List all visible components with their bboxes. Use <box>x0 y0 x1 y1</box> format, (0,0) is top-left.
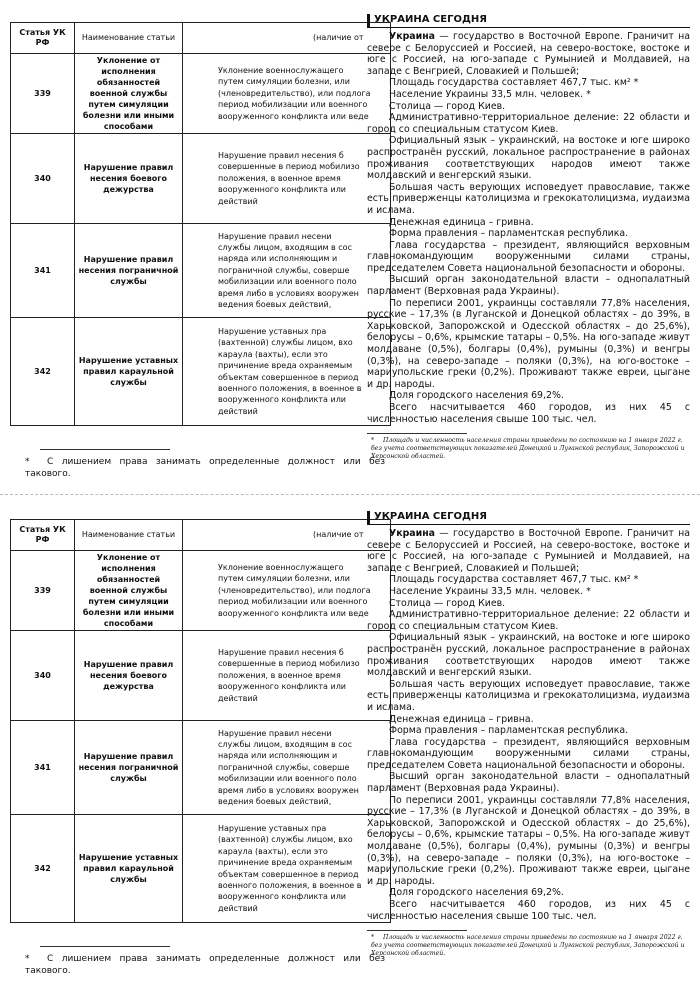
table-header-row <box>11 520 391 551</box>
article-paragraph: Украина — государство в Восточной Европе. Граничит на севере с Белоруссией и Россией, на северо-востоке, востоке и юге с Россией, на юго-западе с Румынией и Молдавией, на западе с Венгрией, Словакией и Польшей; <box>367 528 690 574</box>
article-paragraph: Всего насчитывается 460 городов, из них 45 с численностью населения свыше 100 тыс. чел. <box>367 402 690 425</box>
article-description: Нарушение правил несени службы лицом, входящим в сос наряда или исполняющим и пограничной службы, соверше мобилизации или военного поло время либо в условиях вооружен ведения боевых действий, <box>183 224 391 318</box>
article-number: 341 <box>11 721 75 815</box>
table-footnote <box>25 954 385 977</box>
article-paragraph: Большая часть верующих исповедует православие, также есть приверженцы католицизма и грекокатолицизма, иудаизма и ислама. <box>367 181 690 216</box>
article-footnote: * Площадь и численность населения страны приведены по состоянию на 1 января 2022 г. без учета соответствующих показателей Донецкой и Луганской республик, Запорожской и Херсонской областей. <box>371 437 685 461</box>
header-article: Статья УК РФ <box>11 520 75 551</box>
article-paragraph: Административно-территориальное деление: 22 области и город со специальным статусом Киев. <box>367 112 690 135</box>
article-number: 340 <box>11 134 75 224</box>
article-name: Нарушение правил несения боевого дежурства <box>75 631 183 721</box>
article-paragraph: Доля городского населения 69,2%. <box>389 390 564 402</box>
table-row <box>11 224 391 318</box>
article-paragraph: По переписи 2001, украинцы составляли 77,8% населения, русские – 17,3% (в Луганской и Донецкой областях – до 39%, в Харьковской, Запорожской и Одесской областях – до 25,6%), белорусы – 0,6%, крымские татары – 0,5%. На юго-западе живут молдаване (0,5%), болгары (0,4%), румыны (0,3%) и венгры (0,3%), на северо-западе – поляки (0,3%), на юго-востоке – мариупольские греки (0,2%). Проживают также евреи, цыгане и др. народы. <box>367 794 690 887</box>
article-paragraph: Высший орган законодательной власти – однопалатный парламент (Верховная рада Украины). <box>367 771 690 795</box>
article-name: Нарушение уставных правил караульной службы <box>75 318 183 426</box>
article-paragraph: Глава государства – президент, являющийся верховным главнокомандующим вооруженными силами страны, председателем Совета национальной безопасности и обороны. <box>367 239 690 274</box>
article-paragraph: Площадь государства составляет 467,7 тыс. км² * <box>389 574 639 586</box>
article-paragraph: Административно-территориальное деление: 22 области и город со специальным статусом Киев. <box>367 609 690 632</box>
table-row <box>11 815 391 923</box>
article-paragraph: Форма правления – парламентская республика. <box>389 228 629 240</box>
header-name: Наименование статьи <box>75 23 183 54</box>
article-number: 339 <box>11 54 75 134</box>
criminal-code-table <box>10 22 391 426</box>
header-description: (наличие от <box>183 23 391 54</box>
article-description: Уклонение военнослужащего путем симуляции болезни, или (членовредительство), или подлога период мобилизации или военного вооруженного конфликта или веде <box>183 54 391 134</box>
article-paragraph: Денежная единица – гривна. <box>389 216 534 228</box>
article-panel <box>367 511 690 958</box>
article-panel <box>367 14 690 461</box>
article-paragraph: Официальный язык – украинский, на востоке и юге широко распространён русский, локальное распространение в районах проживания соответствующих народов имеют также молдавский и венгерский языки. <box>367 632 690 679</box>
table-row <box>11 551 391 631</box>
article-heading: УКРАИНА СЕГОДНЯ <box>367 14 690 28</box>
article-number: 342 <box>11 815 75 923</box>
article-paragraph: Население Украины 33,5 млн. человек. * <box>389 88 591 100</box>
article-description: Нарушение уставных пра (вахтенной) службы лицом, вхо караула (вахты), если это причинение вреда охраняемым объектам совершенное в период военного положения, в военное в вооруженного конфликта или действий <box>183 815 391 923</box>
article-number: 339 <box>11 551 75 631</box>
article-description: Нарушение правил несения б совершенные в период мобилизо положения, в военное время вооруженного конфликта или действий <box>183 631 391 721</box>
table-row <box>11 631 391 721</box>
article-paragraph: Высший орган законодательной власти – однопалатный парламент (Верховная рада Украины). <box>367 274 690 298</box>
table-row <box>11 134 391 224</box>
footnote-marker: * <box>25 457 30 467</box>
article-paragraph: Глава государства – президент, являющийся верховным главнокомандующим вооруженными силами страны, председателем Совета национальной безопасности и обороны. <box>367 736 690 771</box>
criminal-code-table <box>10 519 391 923</box>
articles-table-panel <box>0 0 385 492</box>
article-name: Нарушение правил несения пограничной службы <box>75 721 183 815</box>
article-paragraph: По переписи 2001, украинцы составляли 77,8% населения, русские – 17,3% (в Луганской и Донецкой областях – до 39%, в Харьковской, Запорожской и Одесской областях – до 25,6%), белорусы – 0,6%, крымские татары – 0,5%. На юго-западе живут молдаване (0,5%), болгары (0,4%), румыны (0,3%) и венгры (0,3%), на северо-западе – поляки (0,3%), на юго-востоке – мариупольские греки (0,2%). Проживают также евреи, цыгане и др. народы. <box>367 297 690 390</box>
footnote-text: С лишением права занимать определенные должност или без такового. <box>25 457 385 479</box>
article-name: Уклонение от исполнения обязанностей военной службы путем симуляции болезни или иными способами <box>75 551 183 631</box>
cut-line <box>0 494 700 495</box>
article-heading: УКРАИНА СЕГОДНЯ <box>367 511 690 525</box>
article-paragraph: Население Украины 33,5 млн. человек. * <box>389 585 591 597</box>
article-footnote: * Площадь и численность населения страны приведены по состоянию на 1 января 2022 г. без учета соответствующих показателей Донецкой и Луганской республик, Запорожской и Херсонской областей. <box>371 934 685 958</box>
header-name: Наименование статьи <box>75 520 183 551</box>
article-name: Нарушение уставных правил караульной службы <box>75 815 183 923</box>
footnote-marker: * <box>25 954 30 964</box>
table-row <box>11 54 391 134</box>
article-paragraph: Форма правления – парламентская республика. <box>389 725 629 737</box>
article-paragraph: Столица — город Киев. <box>389 100 506 112</box>
article-paragraph: Площадь государства составляет 467,7 тыс. км² * <box>389 77 639 89</box>
article-description: Нарушение правил несения б совершенные в период мобилизо положения, в военное время вооруженного конфликта или действий <box>183 134 391 224</box>
article-paragraph: Доля городского населения 69,2%. <box>389 887 564 899</box>
article-description: Нарушение уставных пра (вахтенной) службы лицом, вхо караула (вахты), если это причинение вреда охраняемым объектам совершенное в период военного положения, в военное в вооруженного конфликта или действий <box>183 318 391 426</box>
footnote-rule <box>40 946 170 947</box>
article-paragraph: Официальный язык – украинский, на востоке и юге широко распространён русский, локальное распространение в районах проживания соответствующих народов имеют также молдавский и венгерский языки. <box>367 135 690 182</box>
header-description: (наличие от <box>183 520 391 551</box>
table-footnote <box>25 457 385 480</box>
article-description: Нарушение правил несени службы лицом, входящим в сос наряда или исполняющим и пограничной службы, соверше мобилизации или военного поло время либо в условиях вооружен ведения боевых действий, <box>183 721 391 815</box>
article-footnote-rule <box>367 433 467 434</box>
article-footnote-rule <box>367 930 467 931</box>
page-copy-bottom <box>0 497 700 989</box>
article-number: 340 <box>11 631 75 721</box>
footnote-text: С лишением права занимать определенные должност или без такового. <box>25 954 385 976</box>
footnote-rule <box>40 449 170 450</box>
article-paragraph: Украина — государство в Восточной Европе. Граничит на севере с Белоруссией и Россией, на северо-востоке, востоке и юге с Россией, на юго-западе с Румынией и Молдавией, на западе с Венгрией, Словакией и Польшей; <box>367 31 690 77</box>
article-name: Нарушение правил несения пограничной службы <box>75 224 183 318</box>
article-paragraph: Денежная единица – гривна. <box>389 713 534 725</box>
table-row <box>11 318 391 426</box>
article-number: 342 <box>11 318 75 426</box>
article-number: 341 <box>11 224 75 318</box>
header-article: Статья УК РФ <box>11 23 75 54</box>
article-name: Уклонение от исполнения обязанностей военной службы путем симуляции болезни или иными способами <box>75 54 183 134</box>
table-header-row <box>11 23 391 54</box>
table-row <box>11 721 391 815</box>
page-copy-top <box>0 0 700 492</box>
article-description: Уклонение военнослужащего путем симуляции болезни, или (членовредительство), или подлога период мобилизации или военного вооруженного конфликта или веде <box>183 551 391 631</box>
article-paragraph: Столица — город Киев. <box>389 597 506 609</box>
article-paragraph: Всего насчитывается 460 городов, из них 45 с численностью населения свыше 100 тыс. чел. <box>367 899 690 922</box>
articles-table-panel <box>0 497 385 989</box>
article-paragraph: Большая часть верующих исповедует православие, также есть приверженцы католицизма и грекокатолицизма, иудаизма и ислама. <box>367 678 690 713</box>
article-name: Нарушение правил несения боевого дежурства <box>75 134 183 224</box>
